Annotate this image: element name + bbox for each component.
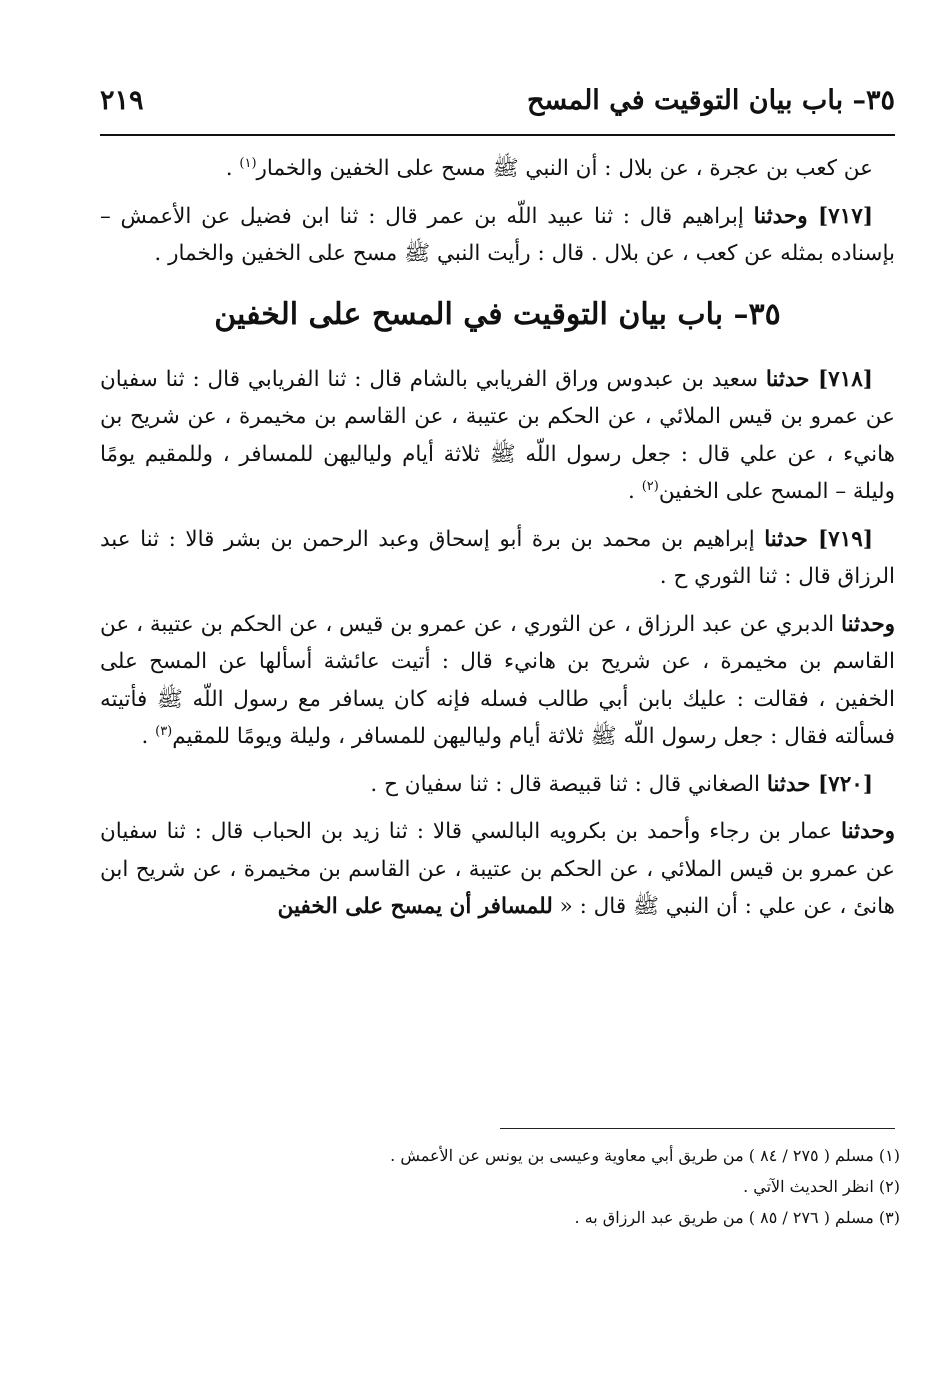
hadith-keyword: وحدثنا: [841, 819, 895, 844]
running-title: ٣٥– باب بيان التوقيت في المسح: [526, 84, 895, 116]
section-title: ٣٥– باب بيان التوقيت في المسح على الخفين: [214, 296, 781, 332]
hadith-text: إبراهيم قال : ثنا عبيد اللّه بن عمر قال : ثنا ابن فضيل عن الأعمش – بإسناده بمثله عن كعب ، عن بلال . قال : رأيت النبي ﷺ مسح على الخفين والخمار .: [100, 203, 895, 266]
hadith-719: [100, 521, 895, 596]
page-header: [100, 78, 895, 122]
footnotes: [100, 1140, 900, 1233]
header-rule: [100, 134, 895, 136]
hadith-keyword: حدثنا: [766, 771, 811, 797]
page-body: [100, 150, 895, 936]
hadith-number: [٧١٩]: [807, 526, 873, 552]
hadith-keyword: وحدثنا: [753, 203, 808, 229]
hadith-720: [100, 766, 895, 804]
hadith-717: [100, 198, 895, 273]
paragraph-end: .: [628, 479, 642, 504]
hadith-number: [٧١٨]: [809, 366, 873, 392]
paragraph-end: .: [225, 156, 240, 181]
hadith-number: [٧٢٠]: [810, 771, 873, 797]
footnote-ref-3: (٣): [155, 723, 173, 739]
hadith-text: الصغاني قال : ثنا قبيصة قال : ثنا سفيان ح .: [370, 771, 767, 797]
chain-dabari: [100, 606, 895, 756]
paragraph-kaab: [100, 150, 895, 188]
footnote-2: (٢) انظر الحديث الآتي .: [743, 1177, 900, 1196]
footnote-ref-2: (٢): [641, 478, 659, 494]
hadith-number: [٧١٧]: [807, 203, 873, 229]
hadith-text: الدبري عن عبد الرزاق ، عن الثوري ، عن عمرو بن قيس ، عن الحكم بن عتيبة ، عن القاسم بن مخيمرة ، عن شريح بن هانيء قال : أتيت عائشة أسألها عن المسح على الخفين ، فقالت : عليك بابن أبي طالب فسله فإنه كان يسافر مع رسول اللّه ﷺ فأتيته فسألته فقال : جعل رسول اللّه ﷺ ثلاثة أيام ولياليهن للمسافر ، وليلة ويومًا للمقيم: [100, 611, 895, 749]
hadith-text: إبراهيم بن محمد بن برة أبو إسحاق وعبد الرحمن بن بشر قالا : ثنا عبد الرزاق قال : ثنا الثوري ح .: [100, 526, 895, 589]
footnote-rule: [500, 1128, 895, 1129]
hadith-text: عمار بن رجاء وأحمد بن بكرويه البالسي قالا : ثنا زيد بن الحباب قال : ثنا سفيان عن عمرو بن قيس الملائي ، عن الحكم بن عتيبة ، عن القاسم بن مخيمرة ، عن شريح ابن هانئ ، عن علي : أن النبي ﷺ قال : «: [100, 819, 895, 919]
chain-ammar: [100, 813, 895, 926]
hadith-718: [100, 361, 895, 511]
page-number: ٢١٩: [100, 84, 144, 116]
footnote-3: (٣) مسلم ( ٢٧٦ / ٨٥ ) من طريق عبد الرزاق به .: [574, 1208, 900, 1227]
paragraph-text: عن كعب بن عجرة ، عن بلال : أن النبي ﷺ مسح على الخفين والخمار: [256, 156, 873, 181]
hadith-keyword: حدثنا: [765, 366, 810, 392]
paragraph-end: .: [141, 724, 156, 749]
footnote-1: (١) مسلم ( ٢٧٥ / ٨٤ ) من طريق أبي معاوية وعيسى بن يونس عن الأعمش .: [390, 1146, 900, 1165]
footnote-ref-1: (١): [239, 155, 257, 171]
hadith-keyword: وحدثنا: [841, 611, 895, 637]
hadith-keyword: حدثنا: [764, 526, 808, 552]
hadith-text: سعيد بن عبدوس وراق الفريابي بالشام قال : ثنا الفريابي قال : ثنا سفيان عن عمرو بن قيس الملائي ، عن الحكم بن عتيبة ، عن القاسم بن مخيمرة ، عن شريح بن هانيء ، عن علي قال : جعل رسول اللّه ﷺ ثلاثة أيام ولياليهن للمسافر ، وللمقيم يومًا وليلة – المسح على الخفين: [100, 366, 895, 504]
hadith-matn-bold: للمسافر أن يمسح على الخفين: [277, 894, 553, 919]
